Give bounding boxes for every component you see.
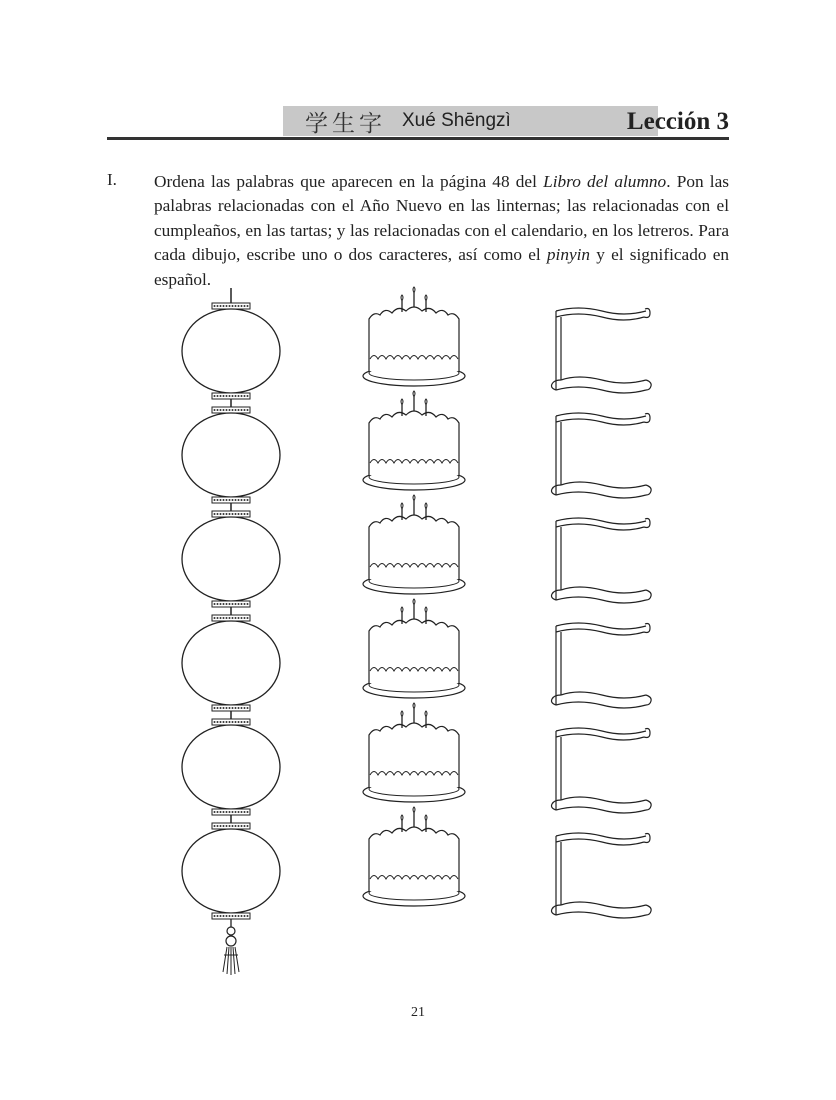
pinyin-word: pinyin	[546, 245, 591, 265]
lantern-4[interactable]	[182, 615, 280, 711]
scroll-sign-2[interactable]	[552, 413, 652, 498]
cake-3[interactable]	[363, 495, 465, 594]
cake-6[interactable]	[363, 807, 465, 906]
title-hanzi: 学生字	[305, 110, 386, 137]
exercise-text-part: y el significado en español.	[154, 245, 730, 289]
exercise-number: I.	[107, 170, 117, 189]
page-number: 21	[411, 1005, 425, 1020]
lantern-tassel	[223, 919, 239, 975]
exercise-text-part: Ordena las palabras que aparecen en la página 48 del	[154, 172, 544, 191]
scroll-sign-1[interactable]	[552, 308, 652, 393]
scroll-sign-5[interactable]	[552, 728, 652, 813]
lesson-title: Lección 3	[626, 108, 729, 135]
cake-4[interactable]	[363, 599, 465, 698]
exercise-text-part: . Pon las palabras relacionadas con el Año Nuevo en las linternas; las relacionadas con el cumpleaños, en las tartas; y las relacionadas con el calendario, en los letreros. Para cada dibujo, escribe uno o dos caracteres, así como el	[154, 172, 729, 265]
lantern-5[interactable]	[182, 719, 280, 815]
scroll-sign-6[interactable]	[552, 833, 652, 918]
book-title: Libro del alumno	[543, 172, 667, 191]
lantern-6[interactable]	[182, 823, 280, 919]
cake-5[interactable]	[363, 703, 465, 802]
scroll-sign-3[interactable]	[552, 518, 652, 603]
lantern-2[interactable]	[182, 407, 280, 503]
scroll-sign-4[interactable]	[552, 623, 652, 708]
lantern-1[interactable]	[182, 303, 280, 399]
title-pinyin: Xué Shēngzì	[402, 110, 511, 131]
lantern-3[interactable]	[182, 511, 280, 607]
cake-2[interactable]	[363, 391, 465, 490]
cake-1[interactable]	[363, 287, 465, 386]
